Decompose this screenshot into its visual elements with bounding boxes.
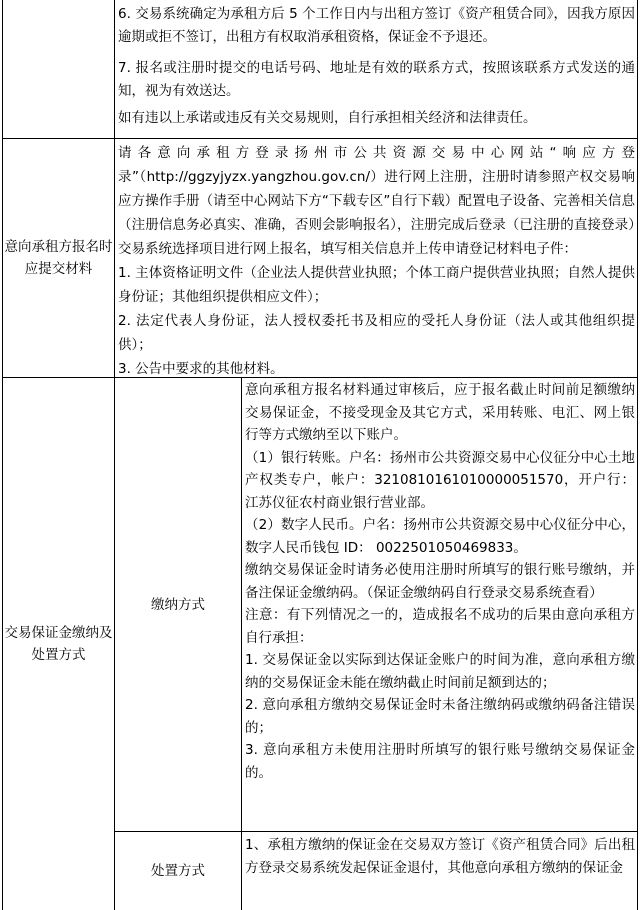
material-item-2: 2. 法定代表人身份证，法人授权委托书及相应的受托人身份证（法人或其他组织提供）； [118,313,635,353]
payment-method-label: 缴纳方式 [151,596,205,613]
commitment-note: 如有违以上承诺或违反有关交易规则，自行承担相关经济和法律责任。 [118,110,537,126]
failure-case-2: 2. 意向承租方缴纳交易保证金时未备注缴纳码或缴纳码备注错误的； [245,697,635,736]
failure-case-3: 3. 意向承租方未使用注册时所填写的银行账号缴纳交易保证金的。 [245,742,635,781]
material-item-1: 1. 主体资格证明文件（企业法人提供营业执照；个体工商户提供营业执照；自然人提供身份证；其他组织提供相应文件）； [118,265,635,305]
disposal-method-label: 处置方式 [151,863,205,879]
bank-transfer-info: （1）银行转账。户名：扬州市公共资源交易中心仪征分中心土地产权类专户，帐户：3210810161010000051570，开户行：江苏仪征农村商业银行营业部。 [245,449,635,511]
payment-warning: 注意：有下列情况之一的，造成报名不成功的后果由意向承租方自行承担： [245,607,635,646]
registration-materials-label: 意向承租方报名时 应提交材料 [4,239,113,277]
registration-instructions: 请各意向承租方登录扬州市公共资源交易中心网站“响应方登录”（http://ggzyjyzx.yangzhou.gov.cn/）进行网上注册，注册时请参照产权交易响应方操作手册（请至中心网站下方“下载专区”自行下载）配置电子设备、完善相关信息（注册信息务必真实、准确，否则会影响报名），注册完成后登录（已注册的直接登录）交易系统选择项目进行网上报名，填写相关信息并上传申请登记材料电子件： [118,145,635,257]
material-item-3: 3. 公告中要求的其他材料。 [118,361,284,377]
payment-intro: 意向承租方报名材料通过审核后，应于报名截止时间前足额缴纳交易保证金，不接受现金及其它方式，采用转账、电汇、网上银行等方式缴纳至以下账户。 [245,382,635,443]
commitment-item-6: 6. 交易系统确定为承租方后 5 个工作日内与出租方签订《资产租赁合同》，因我方原因逾期或拒不签订，出租方有权取消承租资格，保证金不予退还。 [118,6,635,45]
registration-materials-text [118,141,635,381]
commitment-text [118,3,635,130]
commitment-item-7: 7. 报名或注册时提交的电话号码、地址是有效的联系方式，按照该联系方式发送的通知，视为有效送达。 [118,60,635,99]
disposal-method-text [245,834,635,879]
table-border-right [637,0,638,910]
deposit-label: 交易保证金缴纳及 处置方式 [4,625,113,663]
disposal-item-1: 1、承租方缴纳的保证金在交易双方签订《资产租赁合同》后出租方登录交易系统发起保证金退付，其他意向承租方缴纳的保证金 [245,837,635,876]
failure-case-1: 1. 交易保证金以实际到达保证金账户的时间为准，意向承租方缴纳的交易保证金未能在缴纳截止时间前足额到达的； [245,652,635,691]
payment-method-text [245,379,635,784]
payment-notice: 缴纳交易保证金时请务必使用注册时所填写的银行账号缴纳，并备注保证金缴纳码。（保证金缴纳码自行登录交易系统查看） [245,562,635,601]
digital-rmb-info: （2）数字人民币。户名：扬州市公共资源交易中心仪征分中心，数字人民币钱包 ID： 0022501050469833。 [245,517,635,556]
